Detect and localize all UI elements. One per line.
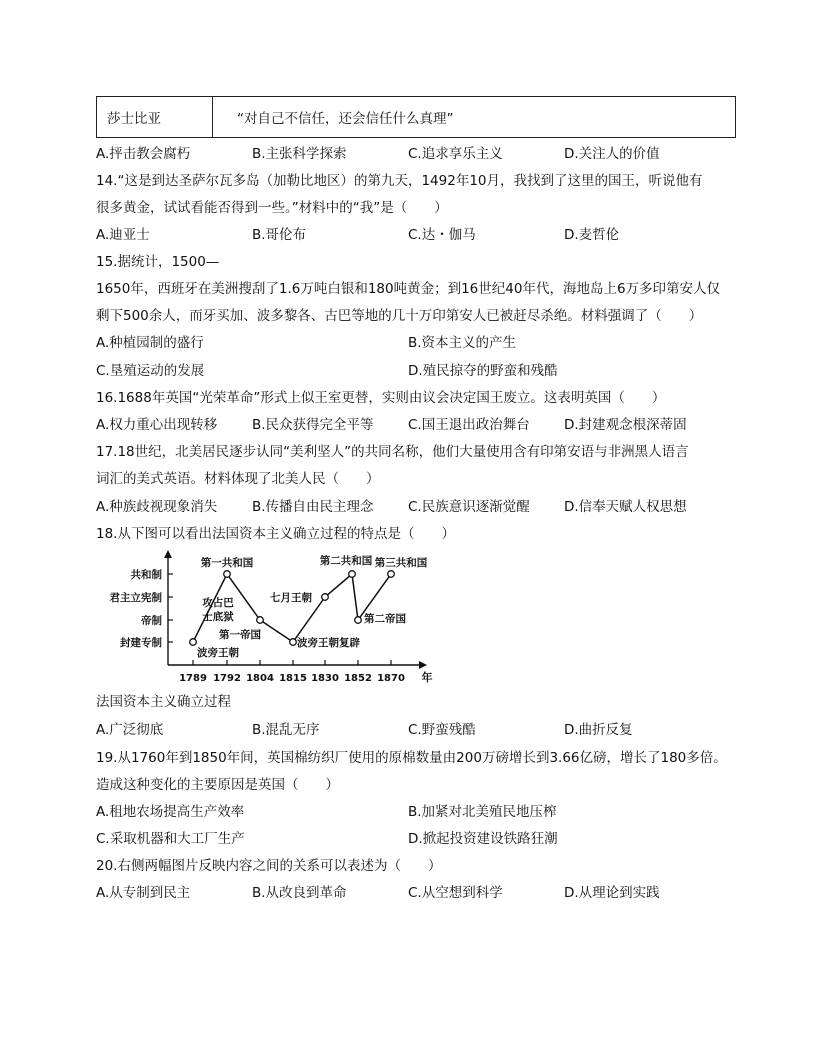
x-axis-arrow [419,661,427,669]
data-point [349,571,356,578]
q16-option-a: A.权力重心出现转移 [96,417,218,433]
q15-option-d: D.殖民掠夺的野蛮和残酷 [408,363,558,379]
q19-stem-line2: 造成这种变化的主要原因是英国（ ） [96,777,339,793]
table-quote: “对自己不信任，还会信任什么真理” [237,111,454,127]
quote-table [96,96,736,138]
x-tick-label: 1792 [213,673,241,684]
chart-annotation: 第二帝国 [364,613,406,625]
data-point [224,571,231,578]
q18-option-c: C.野蛮残酷 [408,722,476,738]
q15-stem-line2: 1650年，西班牙在美洲搜刮了1.6万吨白银和180吨黄金；到16世纪40年代，海地岛上6万多印第安人仅 [96,281,721,297]
q17-stem-line2: 词汇的美式英语。材料体现了北美人民（ ） [96,471,380,487]
chart-annotation: 七月王朝 [270,592,312,604]
q18-chart-caption: 法国资本主义确立过程 [96,694,231,710]
x-axis-label: 年 [421,671,433,684]
q13-option-a: A.抨击教会腐朽 [96,146,191,162]
x-tick-label: 1830 [311,673,339,684]
q14-stem-line2: 很多黄金，试试看能否得到一些。”材料中的“我”是（ ） [96,200,448,216]
x-tick-label: 1852 [344,673,372,684]
chart-annotation: 波旁王朝 [197,647,239,659]
q16-stem-line1: 16.1688年英国“光荣革命”形式上似王室更替，实则由议会决定国王废立。这表明英国（ ） [96,390,666,406]
q14-option-c: C.达・伽马 [408,227,476,243]
chart-annotation: 第一共和国 [200,557,254,569]
q17-option-c: C.民族意识逐渐觉醒 [408,499,530,515]
q13-option-d: D.关注人的价值 [564,146,660,162]
france-capitalism-chart [100,548,445,688]
q20-option-a: A.从专制到民主 [96,885,191,901]
chart-annotation: 第三共和国 [374,557,428,569]
q15-stem-line1: 15.据统计，1500— [96,254,220,270]
q18-option-b: B.混乱无序 [252,722,320,738]
q14-option-b: B.哥伦布 [252,227,307,243]
q19-option-b: B.加紧对北美殖民地压榨 [408,804,557,820]
q18-stem-line1: 18.从下图可以看出法国资本主义确立过程的特点是（ ） [96,526,455,542]
annotation-bastille-line1: 攻占巴 [202,597,234,609]
q17-stem-line1: 17.18世纪，北美居民逐步认同“美利坚人”的共同名称，他们大量使用含有印第安语与非洲黑人语言 [96,444,689,460]
q16-option-d: D.封建观念根深蒂固 [564,417,687,433]
q20-option-c: C.从空想到科学 [408,885,503,901]
table-name-cell [97,97,213,137]
chart-annotation: 第二共和国 [319,555,373,567]
q19-option-a: A.租地农场提高生产效率 [96,804,245,820]
q19-option-d: D.掀起投资建设铁路狂潮 [408,831,558,847]
q13-option-b: B.主张科学探索 [252,146,347,162]
q16-option-b: B.民众获得完全平等 [252,417,374,433]
y-tick-label: 帝制 [141,615,162,627]
q14-option-a: A.迪亚士 [96,227,150,243]
q17-option-b: B.传播自由民主理念 [252,499,374,515]
q18-option-a: A.广泛彻底 [96,722,164,738]
x-tick-label: 1870 [377,673,405,684]
q19-option-c: C.采取机器和大工厂生产 [96,831,245,847]
data-point [290,639,297,646]
x-tick-label: 1804 [246,673,274,684]
q18-option-d: D.曲折反复 [564,722,633,738]
x-tick-label: 1789 [179,673,207,684]
y-tick-label: 君主立宪制 [109,592,162,604]
chart-annotation: 波旁王朝复辟 [297,637,360,649]
data-point [257,617,264,624]
q19-stem-line1: 19.从1760年到1850年间，英国棉纺织厂使用的原棉数量由200万磅增长到3.66亿磅，增长了180多倍。 [96,750,727,766]
data-point [388,571,395,578]
data-point [190,639,197,646]
annotation-bastille-line2: 士底狱 [202,611,234,623]
q17-option-d: D.信奉天赋人权思想 [564,499,687,515]
q14-stem-line1: 14.“这是到达圣萨尔瓦多岛（加勒比地区）的第九天，1492年10月，我找到了这里的国王，听说他有 [96,173,703,189]
data-point [322,594,329,601]
table-name: 莎士比亚 [107,111,161,127]
y-tick-label: 共和制 [130,569,162,581]
data-point [355,617,362,624]
q16-option-c: C.国王退出政治舞台 [408,417,530,433]
q20-option-b: B.从改良到革命 [252,885,347,901]
y-axis-arrow [164,550,172,558]
q14-option-d: D.麦哲伦 [564,227,620,243]
q20-option-d: D.从理论到实践 [564,885,660,901]
q13-option-c: C.追求享乐主义 [408,146,503,162]
y-tick-label: 封建专制 [120,637,162,649]
x-tick-label: 1815 [279,673,307,684]
q17-option-a: A.种族歧视现象消失 [96,499,218,515]
chart-annotation: 第一帝国 [219,629,261,641]
q15-option-a: A.种植园制的盛行 [96,335,204,351]
q15-option-b: B.资本主义的产生 [408,335,517,351]
q15-stem-line3: 剩下500余人，而牙买加、波多黎各、古巴等地的几十万印第安人已被赶尽杀绝。材料强调了（ ） [96,308,703,324]
q15-option-c: C.垦殖运动的发展 [96,363,205,379]
q20-stem-line1: 20.右侧两幅图片反映内容之间的关系可以表述为（ ） [96,858,442,874]
